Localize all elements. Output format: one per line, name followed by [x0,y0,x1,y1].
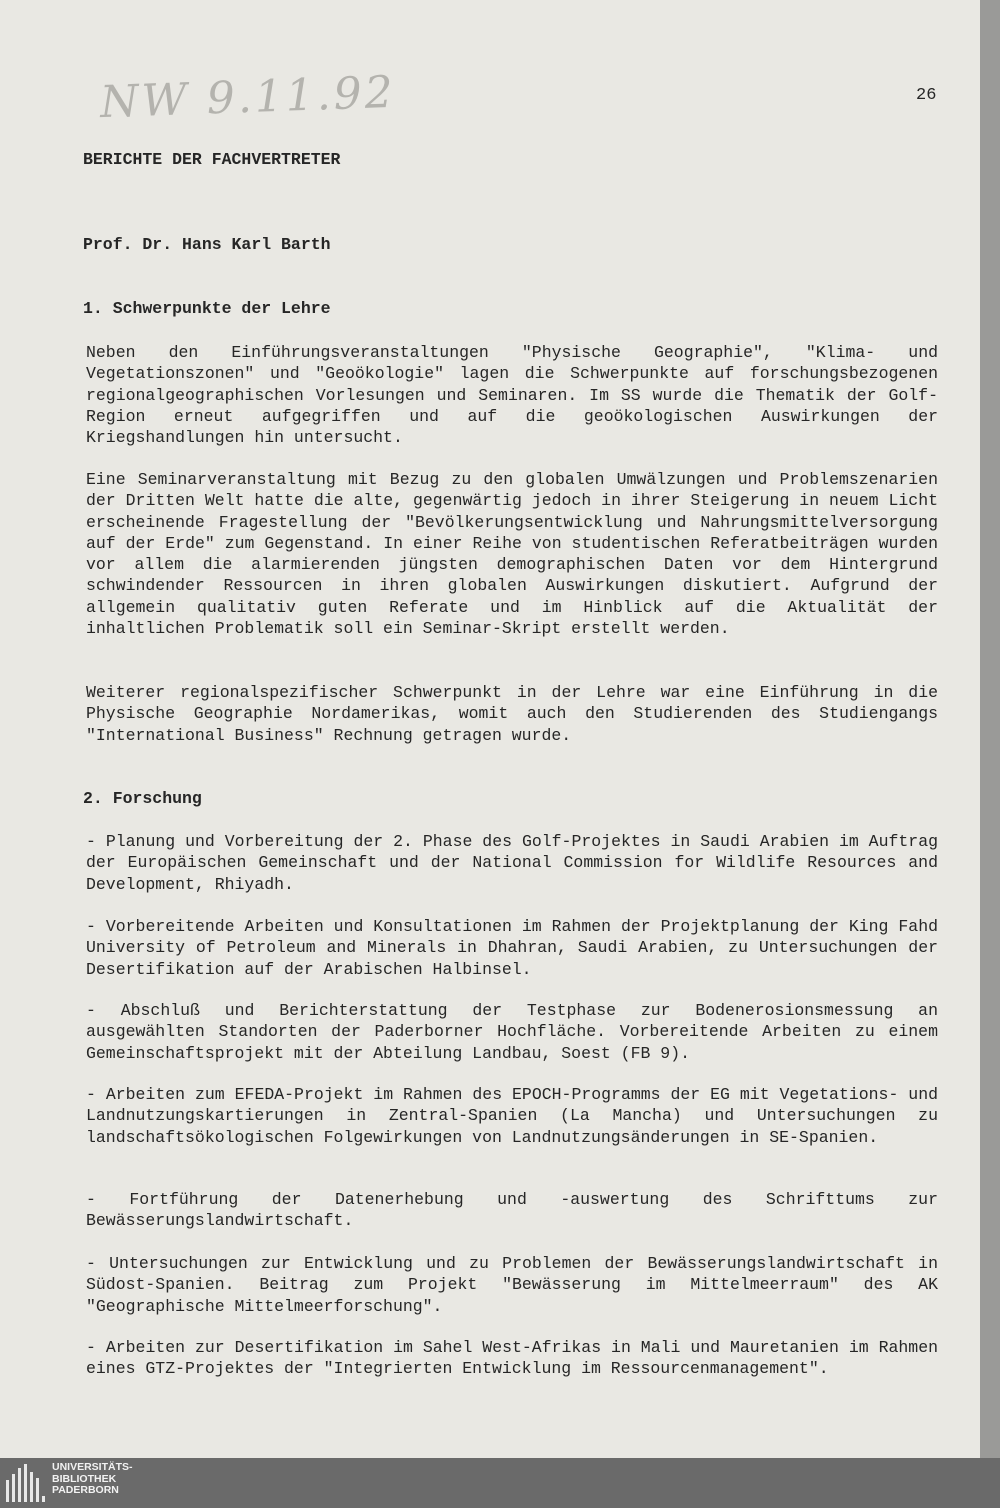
page-number: 26 [916,86,937,105]
heading-research: 2. Forschung [83,789,202,808]
research-item: - Arbeiten zum EFEDA-Projekt im Rahmen des EPOCH-Programms der EG mit Vegetations- und Landnutzungskartierungen in Zentral-Spanien (La Mancha) und Untersuchungen zu landschaftsökologischen Folgewirkungen von Landnutzungsänderungen in SE-Spanien. [86,1085,938,1147]
teaching-paragraph: Eine Seminarveranstaltung mit Bezug zu den globalen Umwälzungen und Problemszenarien der Dritten Welt hatte die alte, gegenwärtig jedoch in ihrer Steigerung in neuem Licht erscheinende Fragestellung der "Bevölkerungsentwicklung und Nahrungsmittelversorgung auf der Erde" zum Gegenstand. In einer Reihe von studentischen Referatbeiträgen wurden vor allem die alarmierenden jüngsten demographischen Daten vor dem Hintergrund schwindender Ressourcen in ihren globalen Auswirkungen diskutiert. Aufgrund der allgemein qualitativ guten Referate und im Hinblick auf die Aktualität der inhaltlichen Problematik soll ein Seminar-Skript erstellt werden. [86,470,938,639]
logo-line: PADERBORN [52,1484,119,1496]
heading-teaching: 1. Schwerpunkte der Lehre [83,299,331,318]
logo-line: BIBLIOTHEK [52,1472,117,1485]
research-item: - Vorbereitende Arbeiten und Konsultationen im Rahmen der Projektplanung der King Fahd University of Petroleum and Minerals in Dhahran, Saudi Arabien, zu Untersuchungen der Desertifikation auf der Arabischen Halbinsel. [86,917,938,979]
teaching-paragraph: Weiterer regionalspezifischer Schwerpunkt in der Lehre war eine Einführung in die Physische Geographie Nordamerikas, womit auch den Studierenden des Studiengangs "International Business" Rechnung getragen wurde. [86,683,938,745]
research-item: - Planung und Vorbereitung der 2. Phase des Golf-Projektes in Saudi Arabien im Auftrag der Europäischen Gemeinschaft und der National Commission for Wildlife Resources and Development, Rhiyadh. [86,832,938,894]
logo-line: UNIVERSITÄTS- [52,1461,133,1473]
section-title: BERICHTE DER FACHVERTRETER [83,150,341,169]
research-item: - Arbeiten zur Desertifikation im Sahel West-Afrikas in Mali und Mauretanien im Rahmen eines GTZ-Projektes der "Integrierten Entwicklung im Ressourcenmanagement". [86,1338,938,1379]
research-item: - Fortführung der Datenerhebung und -auswertung des Schrifttums zur Bewässerungslandwirtschaft. [86,1190,938,1231]
library-logo-icon [6,1464,46,1502]
teaching-paragraph: Neben den Einführungsveranstaltungen "Physische Geographie", "Klima- und Vegetationszonen" und "Geoökologie" lagen die Schwerpunkte auf forschungsbezogenen regionalgeographischen Vorlesungen und Seminaren. Im SS wurde die Thematik der Golf-Region erneut aufgegriffen und auf die geoökologischen Auswirkungen der Kriegshandlungen hin untersucht. [86,343,938,448]
library-footer [0,1458,1000,1508]
handwritten-annotation: NW 9.11.92 [99,66,397,129]
research-item: - Untersuchungen zur Entwicklung und zu Problemen der Bewässerungslandwirtschaft in Südost-Spanien. Beitrag zum Projekt "Bewässerung im Mittelmeerraum" des AK "Geographische Mittelmeerforschung". [86,1254,938,1316]
research-item: - Abschluß und Berichterstattung der Testphase zur Bodenerosionsmessung an ausgewählten Standorten der Paderborner Hochfläche. Vorbereitende Arbeiten zu einem Gemeinschaftsprojekt mit der Abteilung Landbau, Soest (FB 9). [86,1001,938,1063]
author-name: Prof. Dr. Hans Karl Barth [83,235,331,254]
library-logo-text [52,1462,133,1497]
